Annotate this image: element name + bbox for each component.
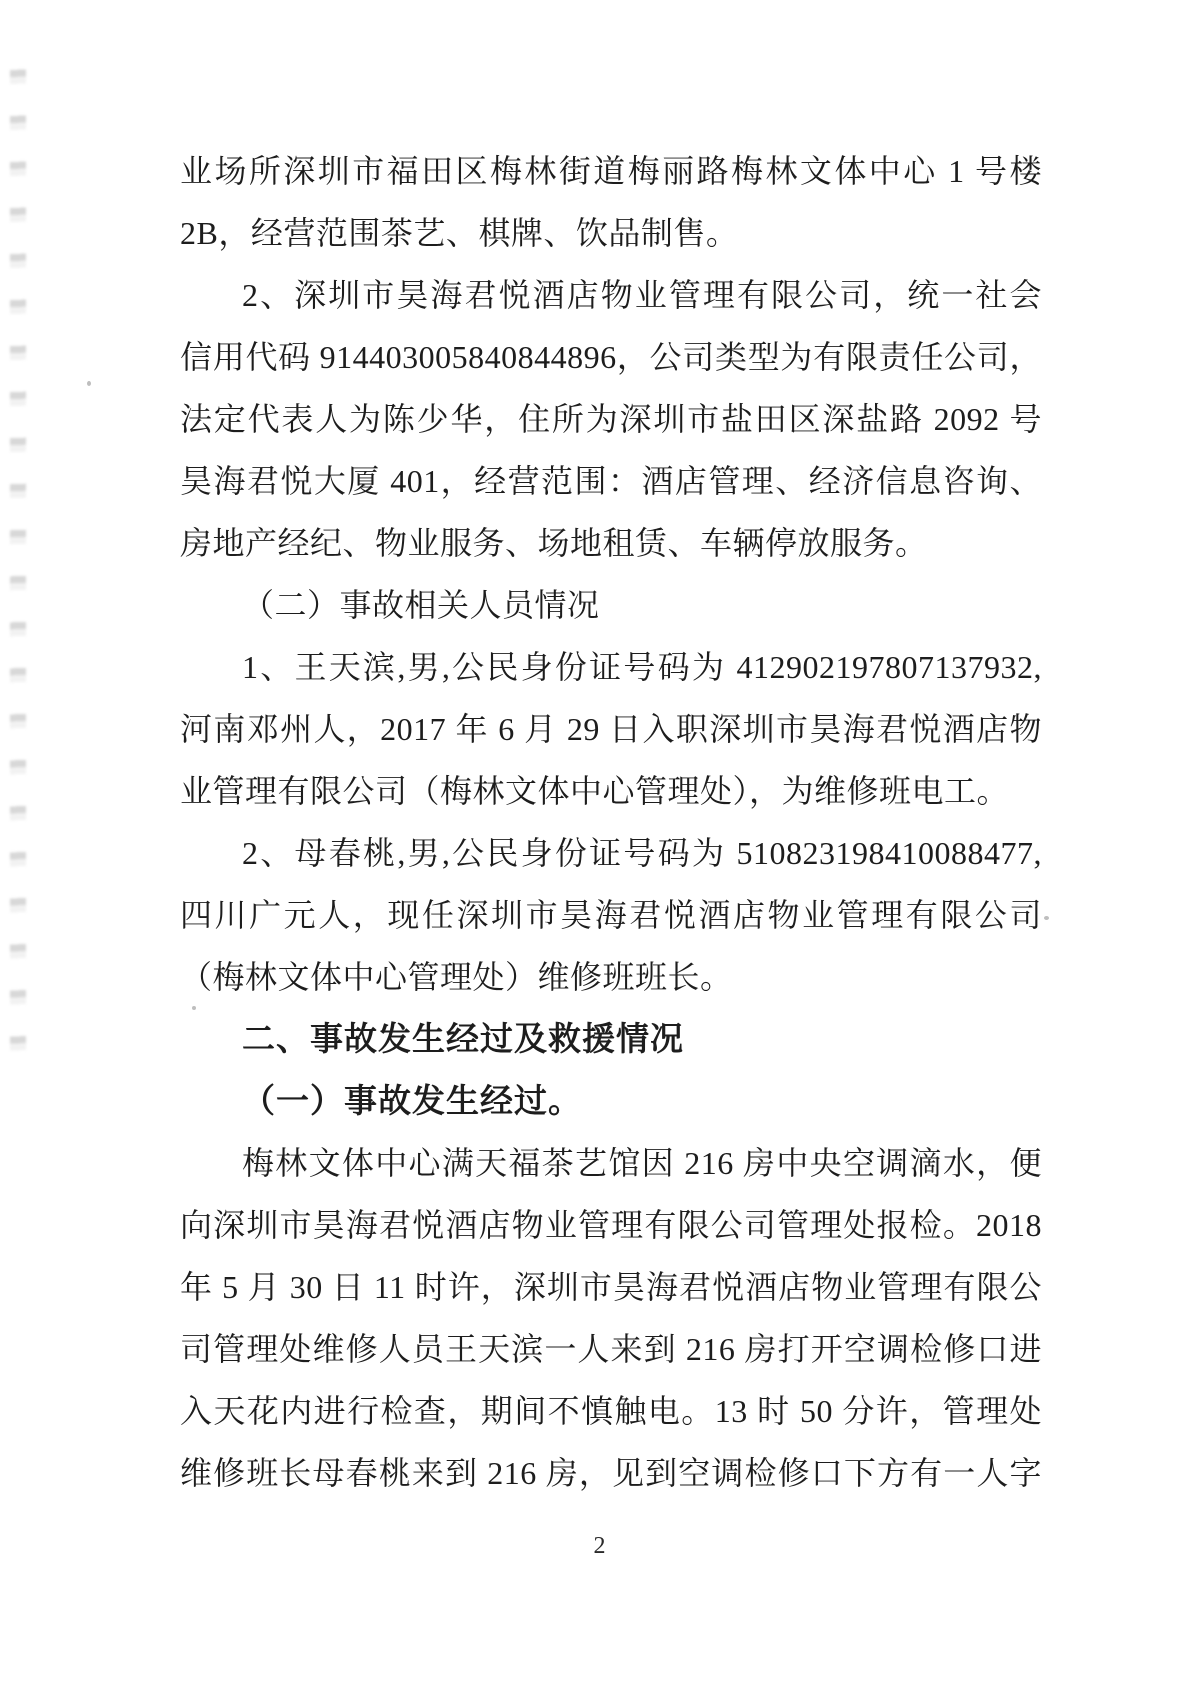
text-line: （梅林文体中心管理处）维修班班长。 <box>180 959 733 995</box>
heading-line: （一）事故发生经过。 <box>242 1082 582 1119</box>
text-line: 业管理有限公司（梅林文体中心管理处），为维修班电工。 <box>180 773 1010 809</box>
text-line: 梅林文体中心满天福茶艺馆因 216 房中央空调滴水，便 <box>242 1145 1042 1181</box>
text-line: 2、深圳市昊海君悦酒店物业管理有限公司，统一社会 <box>242 277 1042 313</box>
text-line: 法定代表人为陈少华，住所为深圳市盐田区深盐路 2092 号 <box>180 401 1042 437</box>
text-line: （二）事故相关人员情况 <box>242 587 600 623</box>
text-line: 河南邓州人，2017 年 6 月 29 日入职深圳市昊海君悦酒店物 <box>180 711 1042 747</box>
text-line: 四川广元人，现任深圳市昊海君悦酒店物业管理有限公司 <box>180 897 1042 933</box>
text-line: 2、母春桃,男,公民身份证号码为 510823198410088477, <box>242 835 1042 871</box>
text-line: 司管理处维修人员王天滨一人来到 216 房打开空调检修口进 <box>180 1331 1042 1367</box>
text-line: 向深圳市昊海君悦酒店物业管理有限公司管理处报检。2018 <box>180 1207 1042 1243</box>
scan-artifact-speck <box>87 381 91 386</box>
text-line: 2B，经营范围茶艺、棋牌、饮品制售。 <box>180 215 739 251</box>
text-line: 入天花内进行检查，期间不慎触电。13 时 50 分许，管理处 <box>180 1393 1042 1429</box>
text-line: 房地产经纪、物业服务、场地租赁、车辆停放服务。 <box>180 525 928 561</box>
text-line: 维修班长母春桃来到 216 房，见到空调检修口下方有一人字 <box>180 1455 1042 1491</box>
text-line: 昊海君悦大厦 401，经营范围：酒店管理、经济信息咨询、 <box>180 463 1042 499</box>
heading-line: 二、事故发生经过及救援情况 <box>242 1020 684 1057</box>
text-line: 1、王天滨,男,公民身份证号码为 412902197807137932, <box>242 649 1042 685</box>
document-body <box>180 140 1042 1504</box>
text-line: 信用代码 914403005840844896，公司类型为有限责任公司， <box>180 339 1042 375</box>
scan-artifact-speck <box>1044 916 1049 920</box>
text-line: 年 5 月 30 日 11 时许，深圳市昊海君悦酒店物业管理有限公 <box>180 1269 1042 1305</box>
scan-artifact-strip <box>10 58 26 1068</box>
text-line: 业场所深圳市福田区梅林街道梅丽路梅林文体中心 1 号楼 <box>180 153 1042 189</box>
page-number: 2 <box>593 1533 606 1559</box>
